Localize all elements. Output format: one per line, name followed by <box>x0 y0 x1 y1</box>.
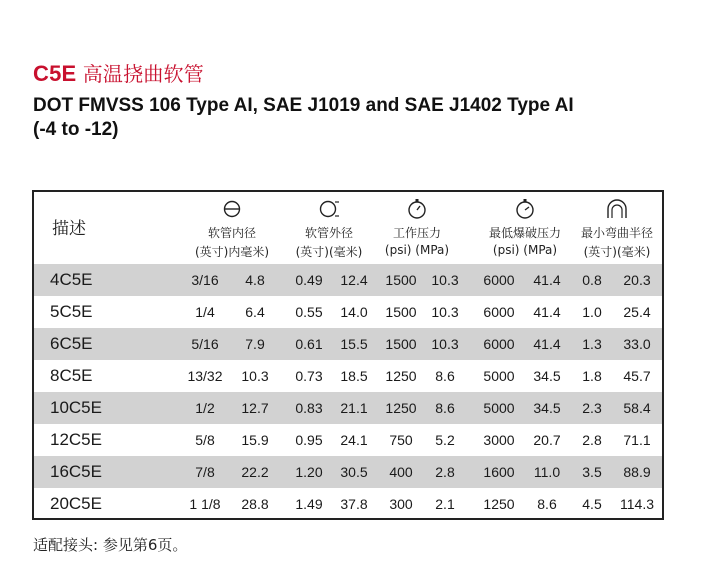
burst-pressure-psi: 1600 <box>483 464 515 480</box>
bend-radius-mm: 45.7 <box>623 368 651 384</box>
model-name: 12C5E <box>50 430 102 449</box>
bend-radius-header <box>568 198 666 260</box>
outer-diameter-mm: 37.8 <box>340 496 368 512</box>
product-code: C5E <box>33 61 77 86</box>
outer-diameter-in: 0.73 <box>295 368 323 384</box>
inner-diameter-mm: 28.8 <box>241 496 269 512</box>
working-pressure-mpa: 5.2 <box>435 432 455 448</box>
bend-radius-in: 0.8 <box>582 272 602 288</box>
burst-pressure-mpa: 11.0 <box>533 464 561 480</box>
inner-diameter-mm: 22.2 <box>241 464 269 480</box>
burst-pressure-psi: 5000 <box>483 400 515 416</box>
bend-radius-mm: 71.1 <box>623 432 651 448</box>
working-pressure-mpa: 10.3 <box>431 272 459 288</box>
burst-pressure-mpa: 20.7 <box>533 432 561 448</box>
outer-diameter-mm: 15.5 <box>340 336 368 352</box>
outer-diameter-in: 0.49 <box>295 272 323 288</box>
working-pressure-psi: 400 <box>389 464 413 480</box>
working-pressure-mpa: 8.6 <box>435 368 455 384</box>
spec-rows <box>34 264 662 520</box>
burst-pressure-psi: 6000 <box>483 336 515 352</box>
product-name: 高温挠曲软管 <box>82 62 204 86</box>
burst-pressure-gauge-icon <box>474 198 576 220</box>
burst-pressure-mpa: 41.4 <box>533 336 561 352</box>
burst-pressure-header <box>474 198 576 257</box>
table-row <box>34 264 662 296</box>
bend-radius-mm: 58.4 <box>623 400 651 416</box>
model-name: 20C5E <box>50 494 102 513</box>
outer-diameter-in: 0.55 <box>295 304 323 320</box>
bend-radius-mm: 20.3 <box>623 272 651 288</box>
inner-diameter-mm: 10.3 <box>241 368 269 384</box>
inner-diameter-mm: 12.7 <box>241 400 269 416</box>
table-row <box>34 392 662 424</box>
inner-diameter-header <box>182 198 282 260</box>
burst-pressure-mpa: 8.6 <box>537 496 557 512</box>
outer-diameter-in: 0.61 <box>295 336 323 352</box>
inner-diameter-in: 7/8 <box>195 464 215 480</box>
outer-diameter-mm: 24.1 <box>340 432 368 448</box>
bend-radius-units: (英寸)(毫米) <box>583 245 651 259</box>
model-name: 16C5E <box>50 462 102 481</box>
description-header: 描述 <box>52 219 86 239</box>
inner-diameter-in: 5/16 <box>191 336 219 352</box>
bend-radius-mm: 88.9 <box>623 464 651 480</box>
outer-diameter-mm: 21.1 <box>340 400 368 416</box>
burst-pressure-psi: 1250 <box>483 496 515 512</box>
inner-diameter-mm: 4.8 <box>245 272 265 288</box>
inner-diameter-in: 5/8 <box>195 432 215 448</box>
page-title <box>33 58 204 87</box>
outer-diameter-in: 1.49 <box>295 496 323 512</box>
working-pressure-mpa: 10.3 <box>431 336 459 352</box>
table-row <box>34 456 662 488</box>
burst-pressure-psi: 5000 <box>483 368 515 384</box>
hose-outer-diameter-icon <box>284 198 374 220</box>
inner-diameter-in: 3/16 <box>191 272 219 288</box>
burst-pressure-psi: 6000 <box>483 304 515 320</box>
working-pressure-psi: 1500 <box>385 304 417 320</box>
outer-diameter-units: (英寸)(毫米) <box>295 245 363 259</box>
size-range-line: (-4 to -12) <box>33 119 119 140</box>
working-pressure-gauge-icon <box>372 198 462 220</box>
bend-radius-mm: 25.4 <box>623 304 651 320</box>
inner-diameter-in: 1/4 <box>195 304 215 320</box>
model-name: 4C5E <box>50 270 93 289</box>
bend-radius-in: 1.0 <box>582 304 602 320</box>
standards-subtitle <box>33 94 713 142</box>
bend-radius-in: 4.5 <box>582 496 602 512</box>
burst-pressure-label: 最低爆破压力 <box>488 226 561 240</box>
working-pressure-psi: 300 <box>389 496 413 512</box>
model-name: 10C5E <box>50 398 102 417</box>
table-row <box>34 296 662 328</box>
inner-diameter-mm: 6.4 <box>245 304 265 320</box>
outer-diameter-mm: 12.4 <box>340 272 368 288</box>
table-row <box>34 424 662 456</box>
burst-pressure-mpa: 41.4 <box>533 272 561 288</box>
working-pressure-mpa: 8.6 <box>435 400 455 416</box>
outer-diameter-mm: 18.5 <box>340 368 368 384</box>
working-pressure-psi: 1250 <box>385 368 417 384</box>
fittings-note: 适配接头: 参见第6页。 <box>33 536 188 554</box>
outer-diameter-in: 0.83 <box>295 400 323 416</box>
burst-pressure-mpa: 41.4 <box>533 304 561 320</box>
bend-radius-in: 2.3 <box>582 400 602 416</box>
burst-pressure-units: (psi) (MPa) <box>492 243 558 257</box>
working-pressure-psi: 1250 <box>385 400 417 416</box>
outer-diameter-label: 软管外径 <box>304 226 353 240</box>
model-name: 8C5E <box>50 366 93 385</box>
hose-inner-diameter-icon <box>182 198 282 220</box>
outer-diameter-in: 1.20 <box>295 464 323 480</box>
working-pressure-label: 工作压力 <box>392 226 441 240</box>
inner-diameter-mm: 7.9 <box>245 336 265 352</box>
working-pressure-mpa: 10.3 <box>431 304 459 320</box>
working-pressure-psi: 1500 <box>385 336 417 352</box>
bend-radius-in: 1.3 <box>582 336 602 352</box>
working-pressure-header <box>372 198 462 257</box>
table-row <box>34 360 662 392</box>
bend-radius-in: 3.5 <box>582 464 602 480</box>
burst-pressure-mpa: 34.5 <box>533 368 561 384</box>
inner-diameter-mm: 15.9 <box>241 432 269 448</box>
burst-pressure-psi: 3000 <box>483 432 515 448</box>
bend-radius-mm: 33.0 <box>623 336 651 352</box>
table-row <box>34 488 662 520</box>
burst-pressure-mpa: 34.5 <box>533 400 561 416</box>
table-row <box>34 328 662 360</box>
working-pressure-mpa: 2.1 <box>435 496 455 512</box>
bend-radius-label: 最小弯曲半径 <box>580 226 653 240</box>
bend-radius-icon <box>568 198 666 220</box>
bend-radius-mm: 114.3 <box>620 496 654 512</box>
outer-diameter-mm: 30.5 <box>340 464 368 480</box>
spec-table <box>32 190 664 520</box>
model-name: 6C5E <box>50 334 93 353</box>
burst-pressure-psi: 6000 <box>483 272 515 288</box>
bend-radius-in: 1.8 <box>582 368 602 384</box>
inner-diameter-in: 1 1/8 <box>189 496 221 512</box>
standards-line: DOT FMVSS 106 Type AI, SAE J1019 and SAE J1402 Type AI <box>33 95 574 116</box>
model-name: 5C5E <box>50 302 93 321</box>
inner-diameter-in: 13/32 <box>187 368 223 384</box>
inner-diameter-units: (英寸)内毫米) <box>194 245 270 259</box>
working-pressure-psi: 1500 <box>385 272 417 288</box>
working-pressure-units: (psi) (MPa) <box>384 243 450 257</box>
outer-diameter-mm: 14.0 <box>340 304 368 320</box>
working-pressure-mpa: 2.8 <box>435 464 455 480</box>
outer-diameter-header <box>284 198 374 260</box>
inner-diameter-in: 1/2 <box>195 400 215 416</box>
working-pressure-psi: 750 <box>389 432 413 448</box>
inner-diameter-label: 软管内径 <box>207 226 256 240</box>
outer-diameter-in: 0.95 <box>295 432 323 448</box>
bend-radius-in: 2.8 <box>582 432 602 448</box>
